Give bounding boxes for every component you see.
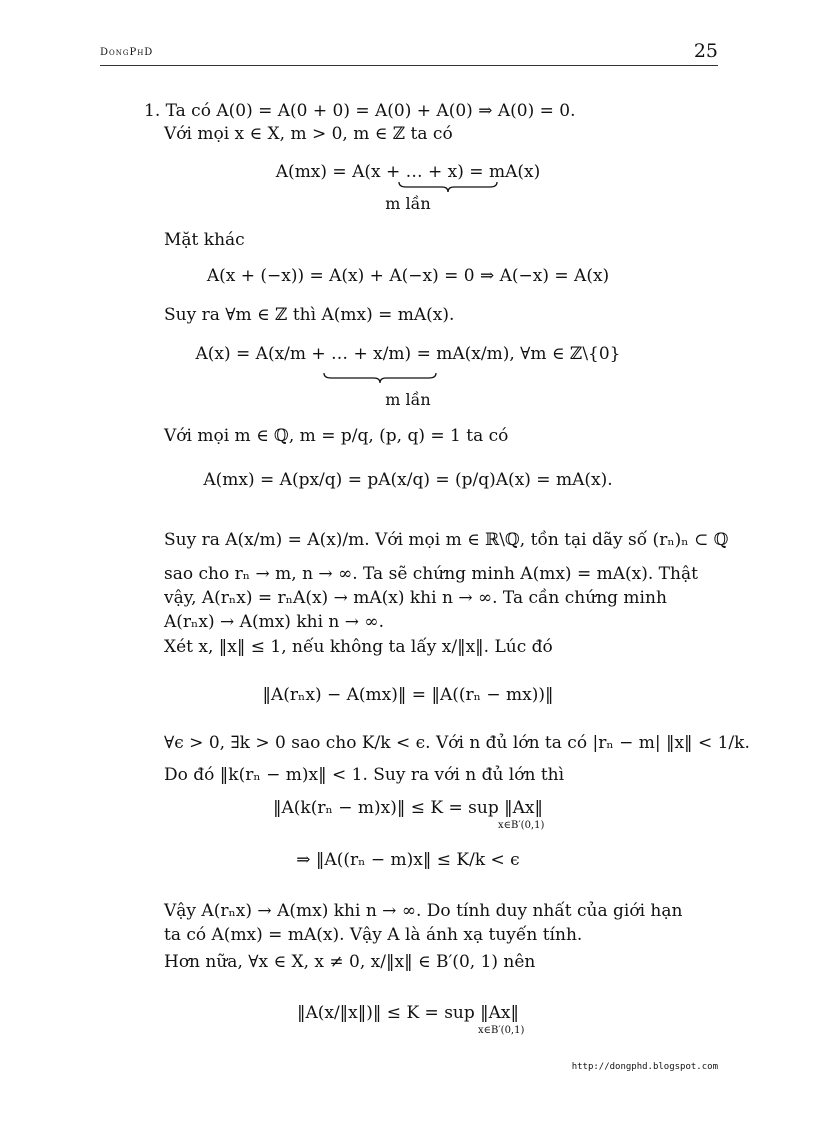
- equation-8: ‖A(x/‖x‖)‖ ≤ K = sup ‖Ax‖: [296, 1003, 520, 1023]
- text-line: sao cho rₙ → m, n → ∞. Ta sẽ chứng minh A(mx) = mA(x). Thật: [164, 564, 698, 584]
- text-line: Hơn nữa, ∀x ∈ X, x ≠ 0, x/‖x‖ ∈ B′(0, 1) nên: [164, 952, 536, 972]
- equation-1: A(mx) = A(x + … + x) = mA(x): [275, 162, 541, 182]
- text-line: Do đó ‖k(rₙ − m)x‖ < 1. Suy ra với n đủ lớn thì: [164, 765, 565, 785]
- footer-url[interactable]: http://dongphd.blogspot.com: [571, 1062, 718, 1072]
- text-line: Mặt khác: [164, 230, 245, 250]
- text-line: Vậy A(rₙx) → A(mx) khi n → ∞. Do tính duy nhất của giới hạn: [164, 901, 683, 921]
- text-line: ∀ϵ > 0, ∃k > 0 sao cho K/k < ϵ. Với n đủ lớn ta có |rₙ − m| ‖x‖ < 1/k.: [164, 733, 750, 753]
- underbrace-2: [323, 372, 437, 384]
- text-line: ta có A(mx) = mA(x). Vậy A là ánh xạ tuyến tính.: [164, 925, 583, 945]
- equation-7: ⇒ ‖A((rₙ − m)x‖ ≤ K/k < ϵ: [296, 850, 520, 870]
- running-title: DongPhD: [100, 47, 154, 58]
- page-number: 25: [693, 40, 718, 62]
- equation-6: ‖A(k(rₙ − m)x)‖ ≤ K = sup ‖Ax‖: [273, 798, 543, 818]
- equation-8-subscript: x∈B′(0,1): [478, 1025, 525, 1036]
- text-line: vậy, A(rₙx) = rₙA(x) → mA(x) khi n → ∞. Ta cần chứng minh: [164, 588, 667, 608]
- equation-1-underlabel: m lần: [385, 194, 431, 213]
- text-line: Với mọi x ∈ X, m > 0, m ∈ ℤ ta có: [164, 124, 453, 144]
- text-line: Suy ra ∀m ∈ ℤ thì A(mx) = mA(x).: [164, 305, 455, 325]
- equation-5: ‖A(rₙx) − A(mx)‖ = ‖A((rₙ − mx))‖: [262, 685, 554, 705]
- text-line: Suy ra A(x/m) = A(x)/m. Với mọi m ∈ ℝ\ℚ, tồn tại dãy số (rₙ)ₙ ⊂ ℚ: [164, 530, 729, 550]
- equation-4: A(mx) = A(px/q) = pA(x/q) = (p/q)A(x) = mA(x).: [203, 470, 613, 490]
- equation-6-subscript: x∈B′(0,1): [498, 820, 545, 831]
- equation-2: A(x + (−x)) = A(x) + A(−x) = 0 ⇒ A(−x) = A(x): [206, 266, 610, 286]
- text-line: Xét x, ‖x‖ ≤ 1, nếu không ta lấy x/‖x‖. Lúc đó: [164, 637, 553, 657]
- equation-3: A(x) = A(x/m + … + x/m) = mA(x/m), ∀m ∈ ℤ\{0}: [195, 344, 621, 364]
- item-1-line: 1. Ta có A(0) = A(0 + 0) = A(0) + A(0) ⇒ A(0) = 0.: [144, 101, 576, 121]
- equation-3-underlabel: m lần: [385, 390, 431, 409]
- text-line: A(rₙx) → A(mx) khi n → ∞.: [164, 612, 384, 632]
- header-rule: [100, 65, 718, 66]
- underbrace-1: [398, 181, 498, 193]
- text-line: Với mọi m ∈ ℚ, m = p/q, (p, q) = 1 ta có: [164, 426, 509, 446]
